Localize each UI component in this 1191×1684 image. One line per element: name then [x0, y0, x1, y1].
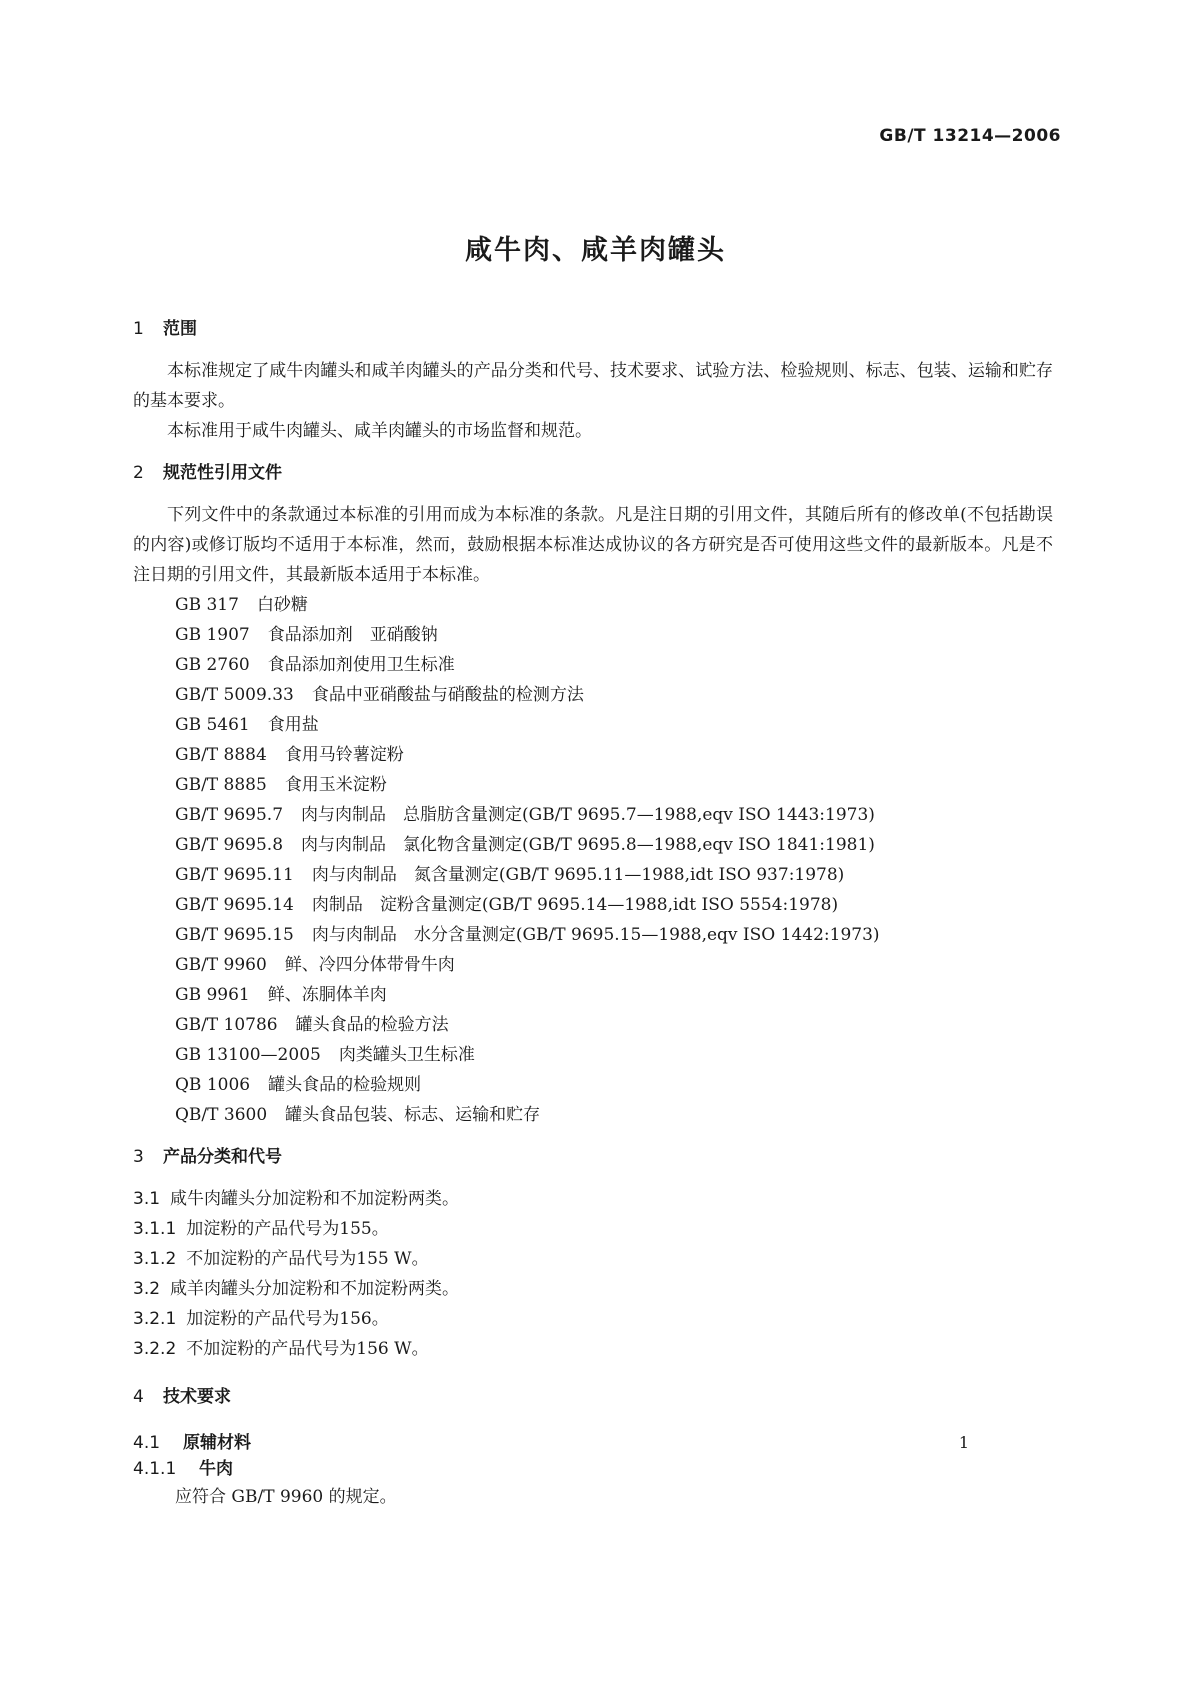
reference-list	[133, 590, 1053, 1130]
reference-item	[175, 620, 1053, 650]
clause-number: 3.1.2	[133, 1249, 177, 1269]
clause-item	[133, 1274, 1053, 1304]
reference-title: 食品添加剂使用卫生标准	[267, 655, 455, 675]
reference-title: 罐头食品的检验规则	[268, 1075, 422, 1095]
clause-number: 3.2.1	[133, 1309, 177, 1329]
reference-code: GB/T 5009.33	[175, 685, 294, 705]
reference-code: GB/T 9695.11	[175, 865, 294, 885]
section-number: 4	[133, 1387, 144, 1407]
clause-item	[133, 1244, 1053, 1274]
clause-text: 咸羊肉罐头分加淀粉和不加淀粉两类。	[170, 1279, 460, 1299]
reference-title: 食用盐	[267, 715, 319, 735]
reference-code: GB/T 9695.8	[175, 835, 284, 855]
clause-number: 3.1.1	[133, 1219, 177, 1239]
reference-code: GB/T 10786	[175, 1015, 278, 1035]
reference-title: 食品中亚硝酸盐与硝酸盐的检测方法	[311, 685, 584, 705]
subsection-title: 原辅材料	[183, 1433, 251, 1453]
subsubsection-heading-beef	[133, 1456, 1053, 1482]
subsubsection-number: 4.1.1	[133, 1459, 177, 1479]
section-number: 3	[133, 1147, 144, 1167]
reference-code: GB/T 9695.7	[175, 805, 284, 825]
reference-item	[175, 830, 1053, 860]
reference-title: 肉制品 淀粉含量测定(GB/T 9695.14—1988,idt ISO 5554:1978)	[311, 895, 839, 915]
reference-item	[175, 980, 1053, 1010]
section-title: 技术要求	[163, 1387, 231, 1407]
reference-title: 食用玉米淀粉	[284, 775, 387, 795]
reference-code: GB 5461	[175, 715, 250, 735]
reference-code: GB/T 9960	[175, 955, 267, 975]
reference-code: GB 1907	[175, 625, 250, 645]
reference-code: GB 13100—2005	[175, 1045, 321, 1065]
document-body	[133, 316, 1053, 1512]
reference-code: GB/T 8884	[175, 745, 267, 765]
reference-code: GB 2760	[175, 655, 250, 675]
reference-code: GB 9961	[175, 985, 250, 1005]
clause-text: 不加淀粉的产品代号为155 W。	[186, 1249, 429, 1269]
document-title: 咸牛肉、咸羊肉罐头	[465, 235, 726, 266]
section-number: 1	[133, 319, 144, 339]
clause-item	[133, 1334, 1053, 1364]
clause-text: 咸牛肉罐头分加淀粉和不加淀粉两类。	[170, 1189, 460, 1209]
page-number: 1	[958, 1433, 969, 1452]
subsection-heading-raw-materials	[133, 1430, 1053, 1456]
subsubsection-title: 牛肉	[199, 1459, 233, 1479]
subsection-number: 4.1	[133, 1433, 161, 1453]
reference-item	[175, 1100, 1053, 1130]
reference-item	[175, 590, 1053, 620]
reference-item	[175, 770, 1053, 800]
reference-title: 食用马铃薯淀粉	[284, 745, 404, 765]
section-heading-scope	[133, 316, 1053, 342]
clause-number: 3.2	[133, 1279, 161, 1299]
section-heading-technical-requirements	[133, 1384, 1053, 1410]
reference-title: 肉与肉制品 总脂肪含量测定(GB/T 9695.7—1988,eqv ISO 1443:1973)	[301, 805, 875, 825]
scope-paragraph: 本标准规定了咸牛肉罐头和咸羊肉罐头的产品分类和代号、技术要求、试验方法、检验规则、标志、包装、运输和贮存的基本要求。	[133, 361, 1053, 411]
reference-title: 白砂糖	[256, 595, 308, 615]
section-title: 产品分类和代号	[163, 1147, 282, 1167]
reference-title: 肉与肉制品 水分含量测定(GB/T 9695.15—1988,eqv ISO 1442:1973)	[311, 925, 880, 945]
clause-number: 3.1	[133, 1189, 161, 1209]
reference-item	[175, 1040, 1053, 1070]
reference-title: 肉与肉制品 氮含量测定(GB/T 9695.11—1988,idt ISO 937:1978)	[311, 865, 845, 885]
reference-title: 鲜、冷四分体带骨牛肉	[284, 955, 455, 975]
beef-requirement-text: 应符合 GB/T 9960 的规定。	[175, 1487, 397, 1507]
clause-number: 3.2.2	[133, 1339, 177, 1359]
clause-list	[133, 1184, 1053, 1364]
normative-intro-paragraph: 下列文件中的条款通过本标准的引用而成为本标准的条款。凡是注日期的引用文件，其随后所有的修改单(不包括勘误的内容)或修订版均不适用于本标准，然而，鼓励根据本标准达成协议的各方研究是否可使用这些文件的最新版本。凡是不注日期的引用文件，其最新版本适用于本标准。	[133, 505, 1053, 585]
reference-code: GB/T 8885	[175, 775, 267, 795]
reference-item	[175, 950, 1053, 980]
reference-item	[175, 1010, 1053, 1040]
clause-text: 加淀粉的产品代号为156。	[186, 1309, 389, 1329]
clause-text: 不加淀粉的产品代号为156 W。	[186, 1339, 429, 1359]
clause-item	[133, 1304, 1053, 1334]
clause-item	[133, 1184, 1053, 1214]
reference-item	[175, 860, 1053, 890]
reference-item	[175, 920, 1053, 950]
reference-code: GB/T 9695.15	[175, 925, 294, 945]
clause-text: 加淀粉的产品代号为155。	[186, 1219, 389, 1239]
reference-title: 罐头食品的检验方法	[295, 1015, 449, 1035]
reference-code: QB/T 3600	[175, 1105, 268, 1125]
section-title: 规范性引用文件	[163, 463, 282, 483]
reference-item	[175, 680, 1053, 710]
reference-title: 肉与肉制品 氯化物含量测定(GB/T 9695.8—1988,eqv ISO 1841:1981)	[301, 835, 875, 855]
reference-item	[175, 710, 1053, 740]
reference-item	[175, 1070, 1053, 1100]
reference-item	[175, 650, 1053, 680]
section-title: 范围	[163, 319, 197, 339]
standard-number: GB/T 13214—2006	[879, 126, 1061, 146]
reference-code: GB 317	[175, 595, 239, 615]
scope-paragraph: 本标准用于咸牛肉罐头、咸羊肉罐头的市场监督和规范。	[167, 421, 592, 441]
section-number: 2	[133, 463, 144, 483]
reference-item	[175, 800, 1053, 830]
section-heading-normative-references	[133, 460, 1053, 486]
reference-title: 食品添加剂 亚硝酸钠	[267, 625, 438, 645]
reference-item	[175, 740, 1053, 770]
reference-title: 肉类罐头卫生标准	[338, 1045, 475, 1065]
reference-code: QB 1006	[175, 1075, 251, 1095]
reference-item	[175, 890, 1053, 920]
section-heading-classification	[133, 1144, 1053, 1170]
clause-item	[133, 1214, 1053, 1244]
reference-title: 鲜、冻胴体羊肉	[267, 985, 387, 1005]
reference-title: 罐头食品包装、标志、运输和贮存	[285, 1105, 541, 1125]
reference-code: GB/T 9695.14	[175, 895, 294, 915]
